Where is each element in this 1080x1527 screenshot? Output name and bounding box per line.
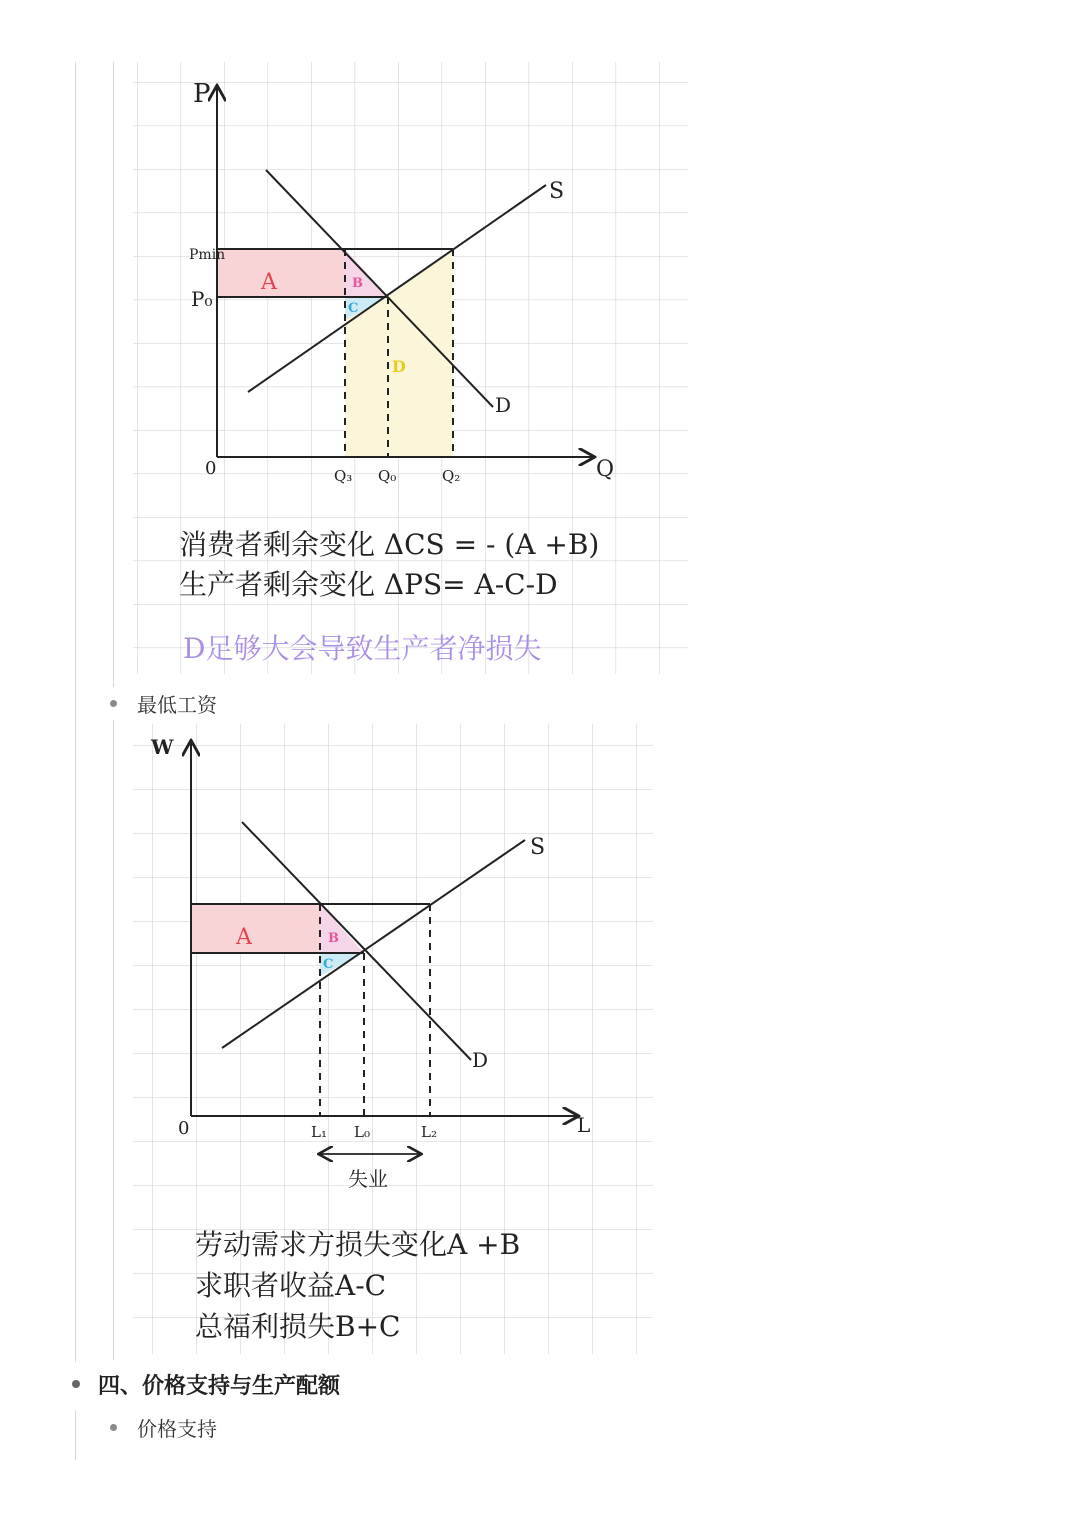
tree-guide-line-inner-2 [113, 720, 114, 1360]
producer-loss-note: D足够大会导致生产者净损失 [183, 632, 542, 665]
l-axis-label: L [577, 1113, 591, 1137]
region-c-label: C [348, 301, 359, 316]
region-b-label: B [352, 276, 363, 291]
minimum-wage-svg [133, 724, 653, 1354]
supply-label: S [549, 179, 565, 204]
p0-label: P₀ [191, 287, 213, 311]
demand-label: D [472, 1048, 489, 1072]
labor-demand-loss-note: 劳动需求方损失变化A +B [195, 1228, 521, 1261]
w-axis-label: W [151, 735, 174, 759]
origin-label: 0 [205, 458, 217, 479]
price-floor-diagram [133, 62, 688, 674]
consumer-surplus-note: 消费者剩余变化 ΔCS = - (A +B) [179, 528, 600, 561]
bullet-price-support-text: 价格支持 [137, 1416, 217, 1441]
region-b-label: B [328, 931, 339, 946]
producer-surplus-note: 生产者剩余变化 ΔPS= A-C-D [179, 568, 558, 601]
q3-label: Q₃ [334, 467, 353, 485]
l2-label: L₂ [421, 1123, 437, 1141]
section-4-heading [72, 1366, 340, 1402]
region-a-label: A [261, 270, 277, 295]
q2-label: Q₂ [442, 467, 461, 485]
region-a-label: A [236, 925, 252, 950]
region-d-label: D [392, 357, 406, 376]
l1-label: L₁ [311, 1123, 327, 1141]
bullet-dot [72, 1380, 80, 1388]
p-axis-label: P [193, 79, 211, 109]
region-a-area [191, 904, 320, 953]
unemployment-label: 失业 [348, 1167, 388, 1191]
price-floor-svg [133, 62, 688, 674]
bullet-min-wage-text: 最低工资 [137, 692, 217, 717]
section-4-heading-text: 四、价格支持与生产配额 [98, 1373, 341, 1399]
region-a-area [217, 249, 345, 297]
minimum-wage-diagram [133, 724, 653, 1354]
region-c-label: C [323, 957, 334, 972]
q-axis-label: Q [596, 457, 615, 482]
origin-label: 0 [178, 1118, 190, 1139]
pmin-label: Pmin [189, 247, 226, 263]
bullet-dot [110, 700, 117, 707]
tree-guide-line-bottom [75, 1410, 76, 1460]
l0-label: L₀ [354, 1123, 370, 1141]
tree-guide-line-outer [75, 62, 76, 1362]
supply-label: S [530, 835, 546, 860]
job-seeker-gain-note: 求职者收益A-C [195, 1269, 387, 1302]
total-welfare-loss-note: 总福利损失B+C [195, 1310, 401, 1343]
bullet-dot [110, 1424, 117, 1431]
q0-label: Q₀ [378, 467, 397, 485]
demand-label: D [495, 393, 512, 417]
tree-guide-line-inner [113, 62, 114, 687]
bullet-min-wage [110, 688, 217, 718]
bullet-price-support [110, 1412, 217, 1442]
